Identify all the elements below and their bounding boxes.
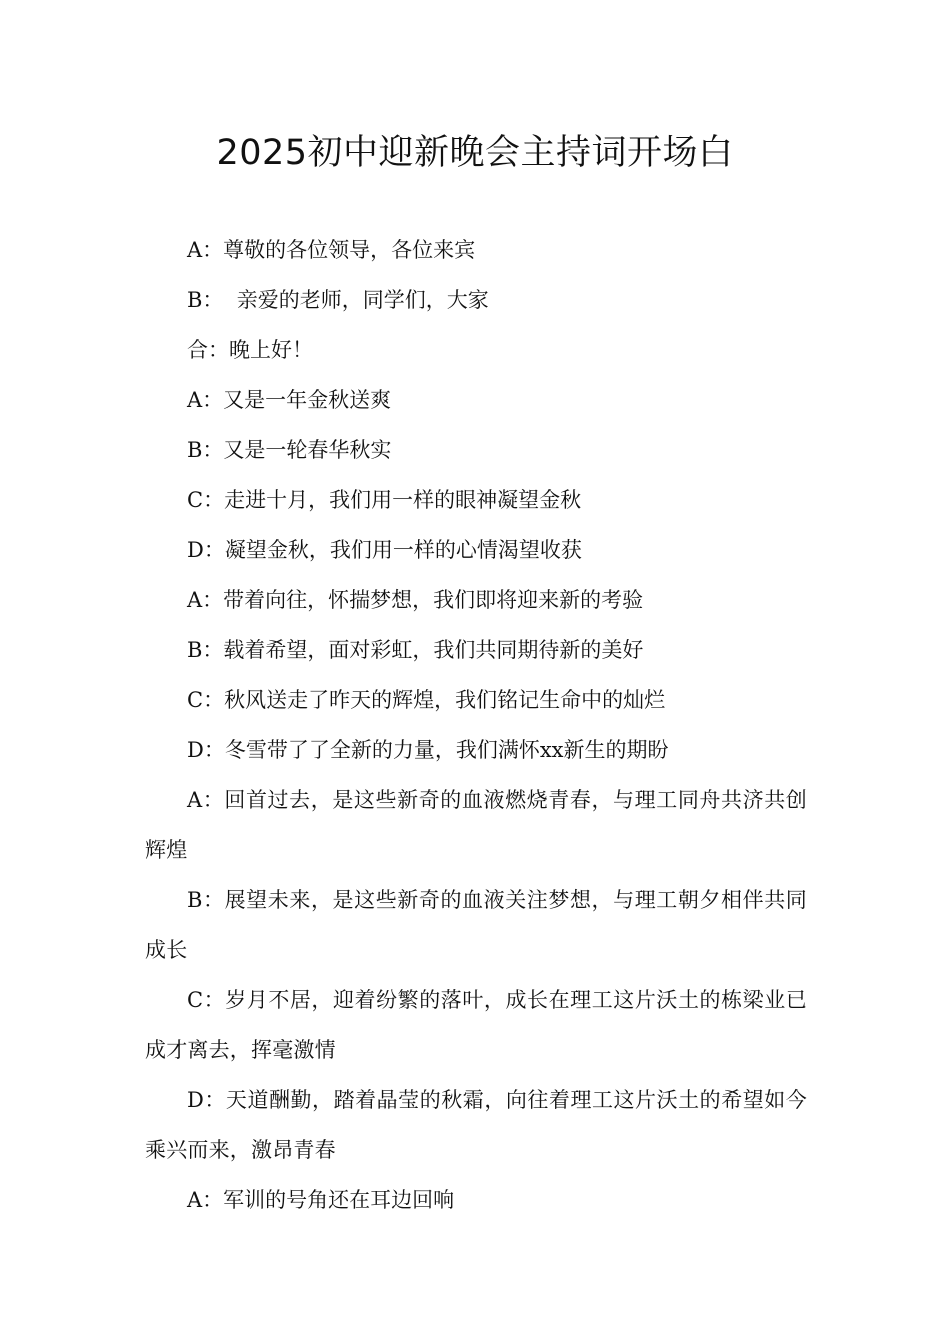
script-line: B：又是一轮春华秋实 xyxy=(187,438,392,462)
script-line: B： 亲爱的老师，同学们，大家 xyxy=(187,288,489,312)
script-paragraph: C：岁月不居，迎着纷繁的落叶，成长在理工这片沃土的栋梁业已成才离去，挥毫激情 xyxy=(145,988,807,1062)
script-line: C：秋风送走了昨天的辉煌，我们铭记生命中的灿烂 xyxy=(187,688,666,712)
script-line: D：冬雪带了了全新的力量，我们满怀xx新生的期盼 xyxy=(187,738,669,762)
script-paragraph: A：回首过去，是这些新奇的血液燃烧青春，与理工同舟共济共创辉煌 xyxy=(145,788,807,862)
document-title: 2025初中迎新晚会主持词开场白 xyxy=(216,133,734,173)
script-paragraph: B：展望未来，是这些新奇的血液关注梦想，与理工朝夕相伴共同成长 xyxy=(145,888,807,962)
script-line: A：带着向往，怀揣梦想，我们即将迎来新的考验 xyxy=(187,588,644,612)
document-body xyxy=(145,225,807,1225)
script-line: D：凝望金秋，我们用一样的心情渴望收获 xyxy=(187,538,582,562)
script-line: C：走进十月，我们用一样的眼神凝望金秋 xyxy=(187,488,582,512)
script-line: 合：晚上好！ xyxy=(187,338,313,362)
script-paragraph: D：天道酬勤，踏着晶莹的秋霜，向往着理工这片沃土的希望如今乘兴而来，激昂青春 xyxy=(145,1088,807,1162)
script-line: A：又是一年金秋送爽 xyxy=(187,388,392,412)
script-line: A：军训的号角还在耳边回响 xyxy=(187,1188,455,1212)
script-line: A：尊敬的各位领导，各位来宾 xyxy=(187,238,476,262)
script-line: B：载着希望，面对彩虹，我们共同期待新的美好 xyxy=(187,638,644,662)
